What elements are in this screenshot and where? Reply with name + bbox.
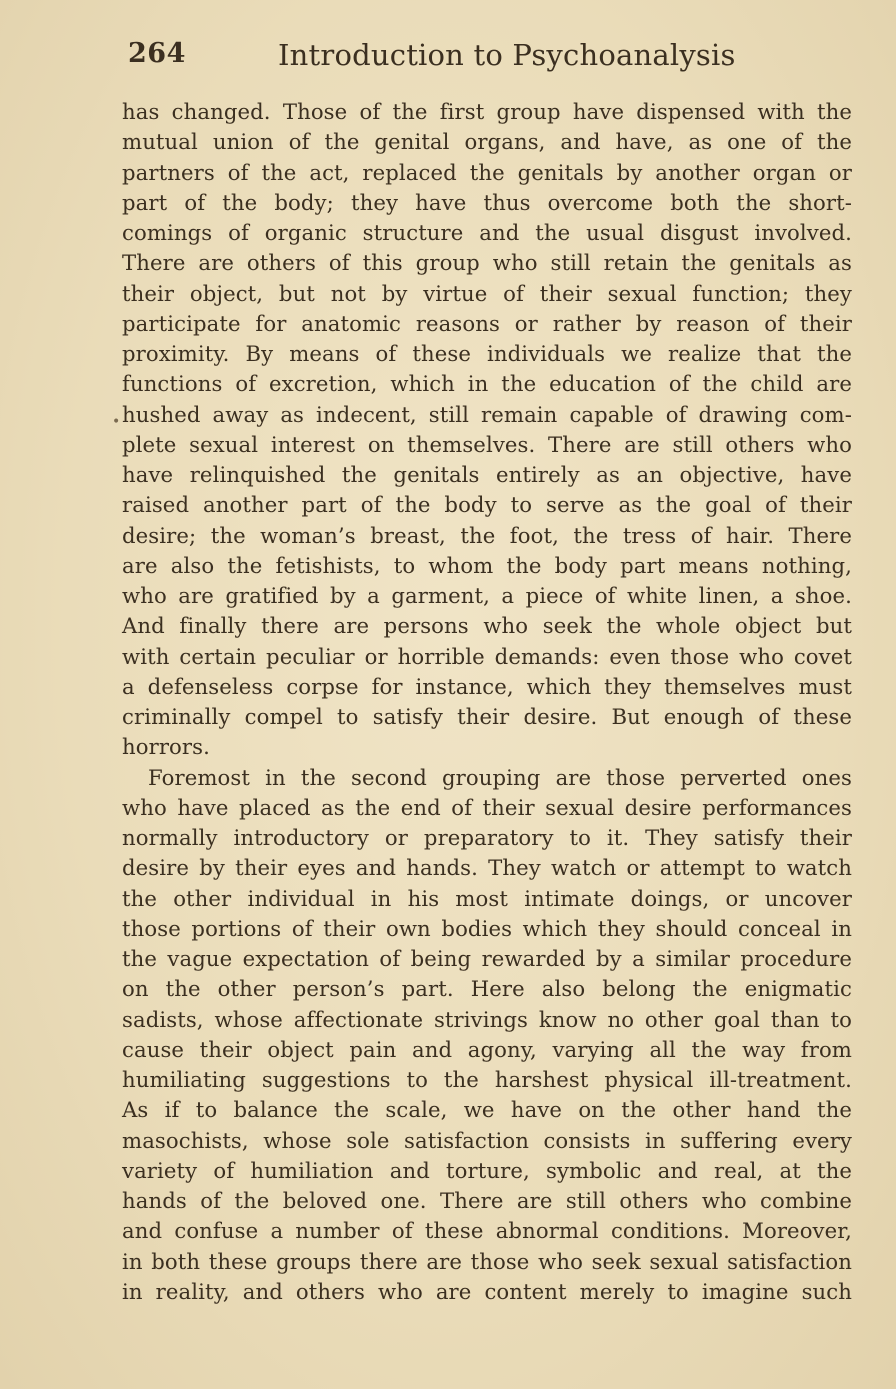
text-line: plete sexual interest on themselves. There are still others who [122,431,852,457]
text-line: horrors. [122,734,210,760]
text-line: hands of the beloved one. There are still others who combine [122,1188,852,1213]
text-line: who are gratified by a garment, a piece of white linen, a shoe. [122,583,852,608]
text-line: the other individual in his most intimate doings, or uncover [122,885,852,911]
text-line: As if to balance the scale, we have on the other hand the [122,1097,852,1123]
text-line: There are others of this group who still retain the genitals as [122,250,852,276]
text-line: masochists, whose sole satisfaction consists in suffering every [122,1127,852,1153]
text-line: humiliating suggestions to the harshest physical ill-treatment. [122,1067,852,1092]
paragraph [122,97,852,763]
text-line: variety of humiliation and torture, symbolic and real, at the [122,1157,852,1183]
text-line: comings of organic structure and the usual disgust involved. [122,220,852,245]
text-line: has changed. Those of the first group have dispensed with the [122,99,852,124]
text-line: a defenseless corpse for instance, which they themselves must [122,673,852,699]
text-line: who have placed as the end of their sexual desire performances [122,794,852,820]
text-line: their object, but not by virtue of their sexual function; they [122,280,852,306]
page-number: 264 [128,38,186,69]
text-line: And finally there are persons who seek the whole object but [122,613,852,639]
text-line: Foremost in the second grouping are those perverted ones [148,764,852,790]
text-line: partners of the act, replaced the genitals by another organ or [122,159,852,185]
text-line: criminally compel to satisfy their desire. But enough of these [122,704,852,729]
text-line: participate for anatomic reasons or rather by reason of their [122,310,852,336]
text-line: sadists, whose affectionate strivings know no other goal than to [122,1006,852,1032]
text-line: desire by their eyes and hands. They watch or attempt to watch [122,855,852,881]
text-line: part of the body; they have thus overcome both the short- [122,189,852,215]
text-line: hushed away as indecent, still remain capable of drawing com- [122,401,852,427]
text-line: in both these groups there are those who seek sexual satisfaction [122,1248,852,1274]
running-title: Introduction to Psychoanalysis [278,38,736,72]
text-line: normally introductory or preparatory to it. They satisfy their [122,825,852,850]
text-line: functions of excretion, which in the education of the child are [122,371,852,397]
text-line: the vague expectation of being rewarded by a similar procedure [122,946,852,971]
text-line: desire; the woman’s breast, the foot, the tress of hair. There [122,522,852,548]
paragraph [122,763,852,1308]
text-line: mutual union of the genital organs, and have, as one of the [122,129,852,155]
text-line: with certain peculiar or horrible demands: even those who covet [122,643,852,669]
text-line: in reality, and others who are content merely to imagine such [122,1278,852,1304]
text-line: are also the fetishists, to whom the body part means nothing, [122,552,852,578]
text-line: those portions of their own bodies which they should conceal in [122,915,852,941]
margin-mark: • [112,414,121,430]
text-line: cause their object pain and agony, varying all the way from [122,1036,852,1062]
text-line: on the other person’s part. Here also belong the enigmatic [122,976,852,1002]
body-text [122,97,852,1307]
text-line: have relinquished the genitals entirely as an objective, have [122,462,852,487]
text-line: proximity. By means of these individuals we realize that the [122,341,852,366]
text-line: raised another part of the body to serve as the goal of their [122,492,852,518]
text-line: and confuse a number of these abnormal conditions. Moreover, [122,1218,852,1244]
running-header [128,38,848,82]
